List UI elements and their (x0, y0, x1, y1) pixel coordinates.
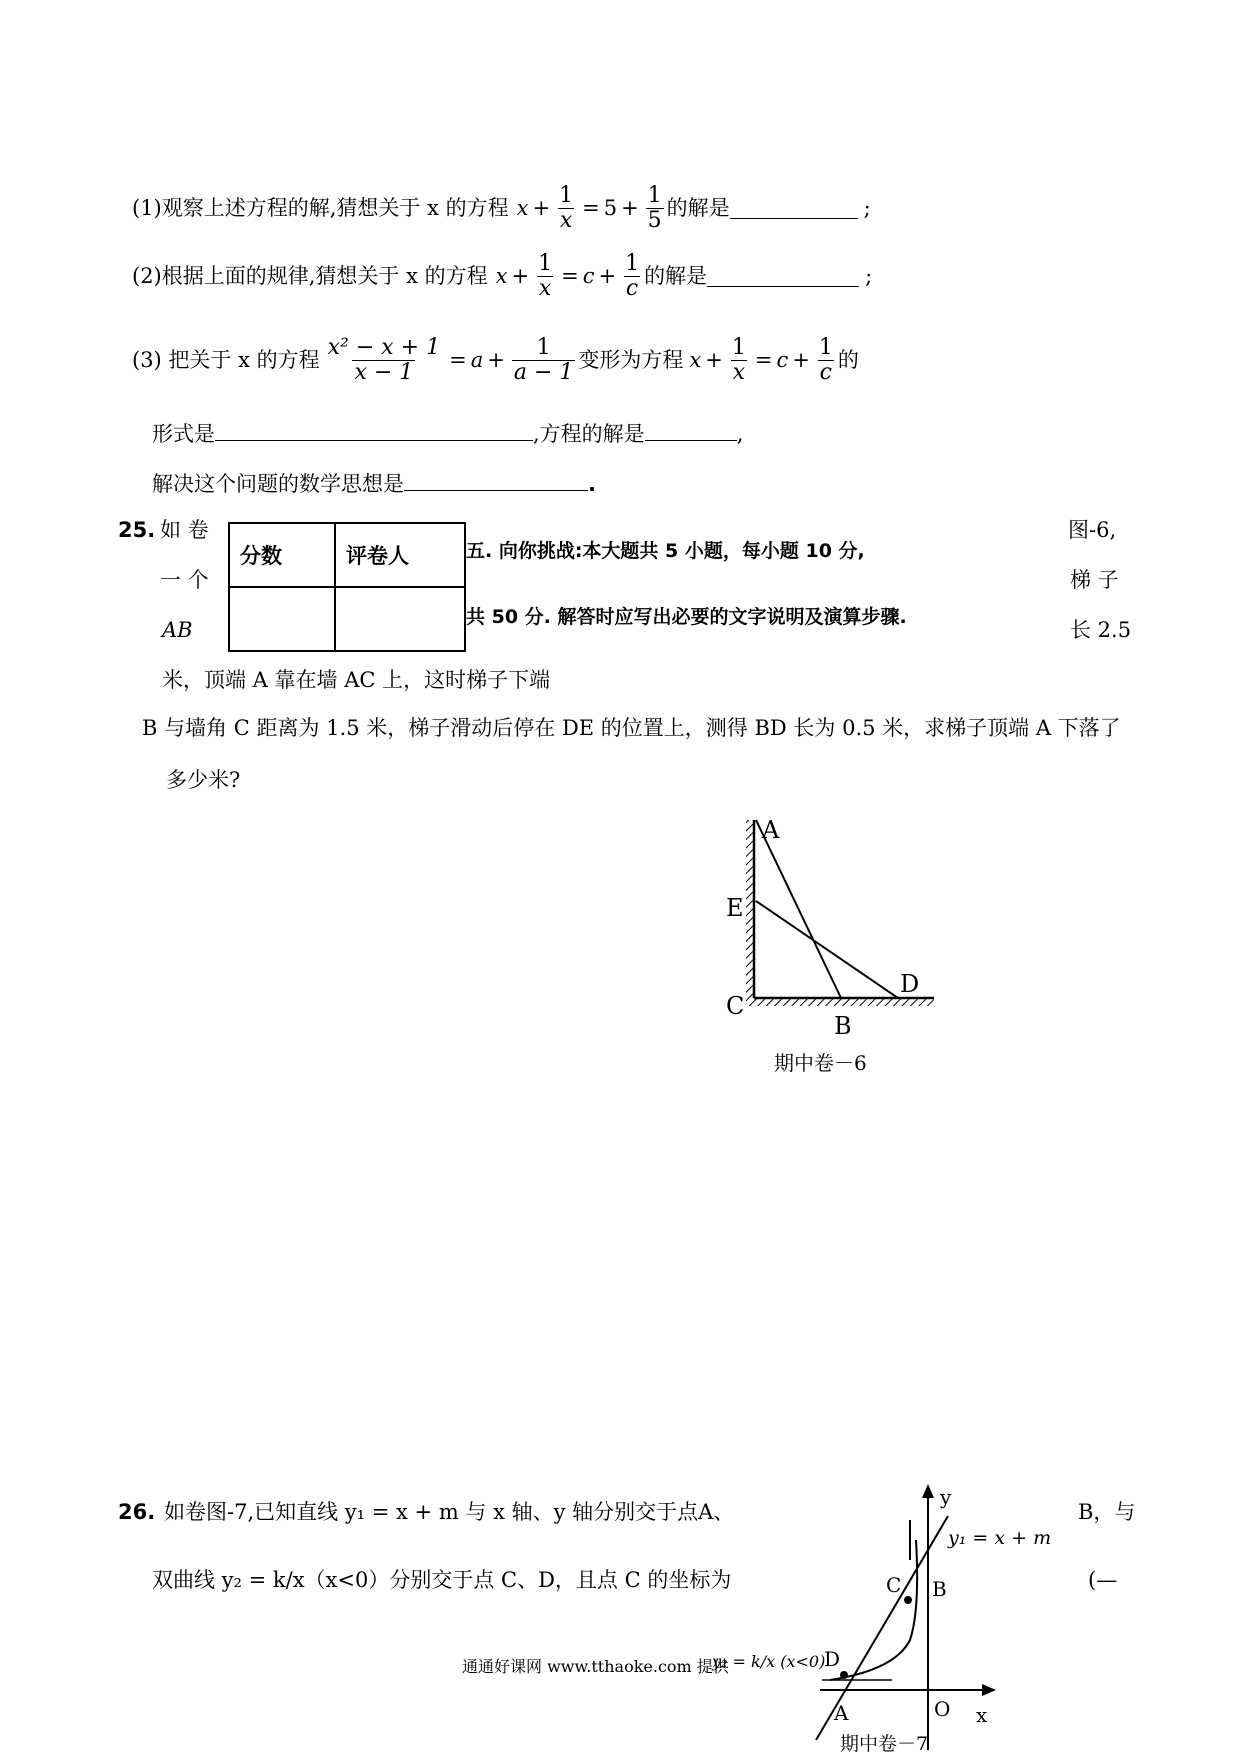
q24-part2-suffix: 的解是 (644, 264, 708, 288)
frac-num: 1 (818, 335, 833, 360)
q24-period: . (588, 472, 596, 496)
label-a: A (762, 816, 780, 844)
fraction-x2-over-xm1 (326, 336, 442, 385)
q25-line4: 米，顶端 A 靠在墙 AC 上，这时梯子下端 (162, 668, 551, 692)
q24-part2-end: ; (865, 264, 873, 288)
frac-den: x − 1 (354, 360, 414, 385)
math-eq: = (561, 264, 579, 288)
math-plus: + (705, 348, 723, 372)
point-c (904, 1596, 912, 1604)
q24-part3-prefix: (3) 把关于 x 的方程 (132, 348, 320, 372)
math-x: x (689, 348, 702, 372)
q24-part3-mid: 变形为方程 (578, 348, 684, 372)
label-o: O (934, 1697, 951, 1721)
frac-num: 1 (731, 335, 746, 360)
math-x: x (516, 196, 529, 220)
score-table (228, 522, 466, 652)
q24-part3-line2 (152, 420, 743, 445)
footer-overlay-eq: y₂ = k/x (x<0) (712, 1652, 826, 1671)
fraction-1-over-x (536, 252, 554, 301)
answer-blank-2[interactable] (707, 266, 859, 287)
grader-header: 评卷人 (335, 523, 465, 587)
q25-right-2: 梯 子 (1070, 568, 1119, 592)
math-c: c (582, 264, 595, 288)
answer-blank-5[interactable] (404, 470, 588, 491)
x-axis-arrow (982, 1684, 996, 1696)
q25-left-3: AB (162, 618, 193, 642)
frac-num: 1 (559, 183, 574, 208)
frac-den: c (625, 276, 639, 301)
frac-num: 1 (536, 335, 551, 360)
math-five: 5 (603, 196, 618, 220)
q24-part2-prefix: (2)根据上面的规律,猜想关于 x 的方程 (132, 264, 488, 288)
score-header: 分数 (229, 523, 335, 587)
label-c: C (726, 992, 745, 1020)
math-plus: + (621, 196, 639, 220)
answer-blank-4[interactable] (645, 420, 737, 441)
section5-line1: 五. 向你挑战:本大题共 5 小题，每小题 10 分, (466, 540, 865, 562)
q24-part3-suffix: 的 (837, 348, 859, 372)
q25-left-1: 如 卷 (160, 518, 209, 542)
figure-6-caption: 期中卷－6 (774, 1051, 867, 1075)
frac-num: 1 (538, 251, 553, 276)
frac-num: 1 (625, 251, 640, 276)
section5-line2: 共 50 分. 解答时应写出必要的文字说明及演算步骤. (466, 606, 907, 628)
math-eq: = (449, 348, 467, 372)
frac-den: 5 (647, 208, 662, 233)
score-cell[interactable] (229, 587, 335, 651)
math-plus: + (511, 264, 530, 288)
math-plus: + (532, 196, 551, 220)
q24-part2 (132, 252, 872, 301)
label-a: A (834, 1701, 849, 1725)
q25-number: 25. (118, 518, 156, 542)
ladder-de (756, 901, 898, 998)
label-y1-eq: y₁ = x + m (948, 1527, 1052, 1549)
fraction-1-over-c (623, 252, 641, 301)
fraction-1-over-5 (646, 184, 664, 233)
math-eq: = (582, 196, 600, 220)
fraction-1-over-x (557, 184, 575, 233)
label-x: x (976, 1703, 988, 1727)
answer-blank-1[interactable] (730, 198, 858, 219)
fraction-1-over-c (817, 336, 835, 385)
q25-line6: 多少米? (166, 768, 241, 792)
q26-number: 26. (118, 1500, 156, 1524)
q24-part1-end: ; (863, 196, 871, 220)
figure-7 (800, 1480, 1052, 1754)
math-plus: + (792, 348, 810, 372)
figure-6 (700, 800, 960, 1080)
q24-part1-suffix: 的解是 (666, 196, 730, 220)
answer-blank-3[interactable] (215, 420, 533, 441)
q24-part3-line3 (152, 470, 596, 495)
frac-num: 1 (647, 183, 662, 208)
y-axis-arrow (922, 1484, 934, 1498)
label-c: C (886, 1573, 902, 1597)
q26-line1: 如卷图-7,已知直线 y₁ = x + m 与 x 轴、y 轴分别交于点A、 (164, 1500, 735, 1524)
frac-num: x² − x + 1 (327, 335, 441, 360)
footer-site: 通通好课网 www.tthaoke.com 提供 (462, 1657, 729, 1676)
q24-form-label: 形式是 (152, 422, 215, 446)
frac-den: x (538, 276, 552, 301)
math-x: x (495, 264, 508, 288)
math-c: c (776, 348, 789, 372)
label-y: y (940, 1485, 952, 1509)
q24-part1-prefix: (1)观察上述方程的解,猜想关于 x 的方程 (132, 196, 509, 220)
math-a: a (470, 348, 484, 372)
frac-den: a − 1 (513, 360, 574, 385)
q26-line2: 双曲线 y₂ = k/x（x<0）分别交于点 C、D，且点 C 的坐标为 (152, 1568, 732, 1592)
label-b: B (834, 1012, 852, 1040)
grader-cell[interactable] (335, 587, 465, 651)
figure-7-caption: 期中卷－7 (840, 1733, 929, 1754)
math-plus: + (487, 348, 505, 372)
q26-line1-right: B，与 (1078, 1500, 1136, 1524)
q26-line2-right: (— (1088, 1568, 1118, 1592)
q24-idea-label: 解决这个问题的数学思想是 (152, 472, 404, 496)
label-d: D (824, 1647, 841, 1671)
q25-line5: B 与墙角 C 距离为 1.5 米，梯子滑动后停在 DE 的位置上，测得 BD 长为 0.5 米，求梯子顶端 A 下落了 (142, 716, 1121, 740)
q24-solution-label: ,方程的解是 (533, 422, 645, 446)
fraction-1-over-x (730, 336, 748, 385)
math-eq: = (754, 348, 773, 372)
label-e: E (726, 894, 744, 922)
q24-part1 (132, 184, 871, 233)
q24-part3 (132, 336, 859, 385)
q25-left-2: 一 个 (160, 568, 209, 592)
frac-den: x (732, 360, 746, 385)
q25-right-1: 图-6, (1068, 518, 1117, 542)
q25-right-3: 长 2.5 (1070, 618, 1132, 642)
q24-comma: , (736, 422, 744, 446)
label-d: D (900, 970, 920, 998)
label-b: B (932, 1577, 947, 1601)
point-d (840, 1671, 848, 1679)
frac-den: x (559, 208, 573, 233)
frac-den: c (819, 360, 832, 385)
hyperbola-y2 (830, 1540, 917, 1680)
fraction-1-over-am1 (512, 336, 576, 385)
math-plus: + (598, 264, 617, 288)
